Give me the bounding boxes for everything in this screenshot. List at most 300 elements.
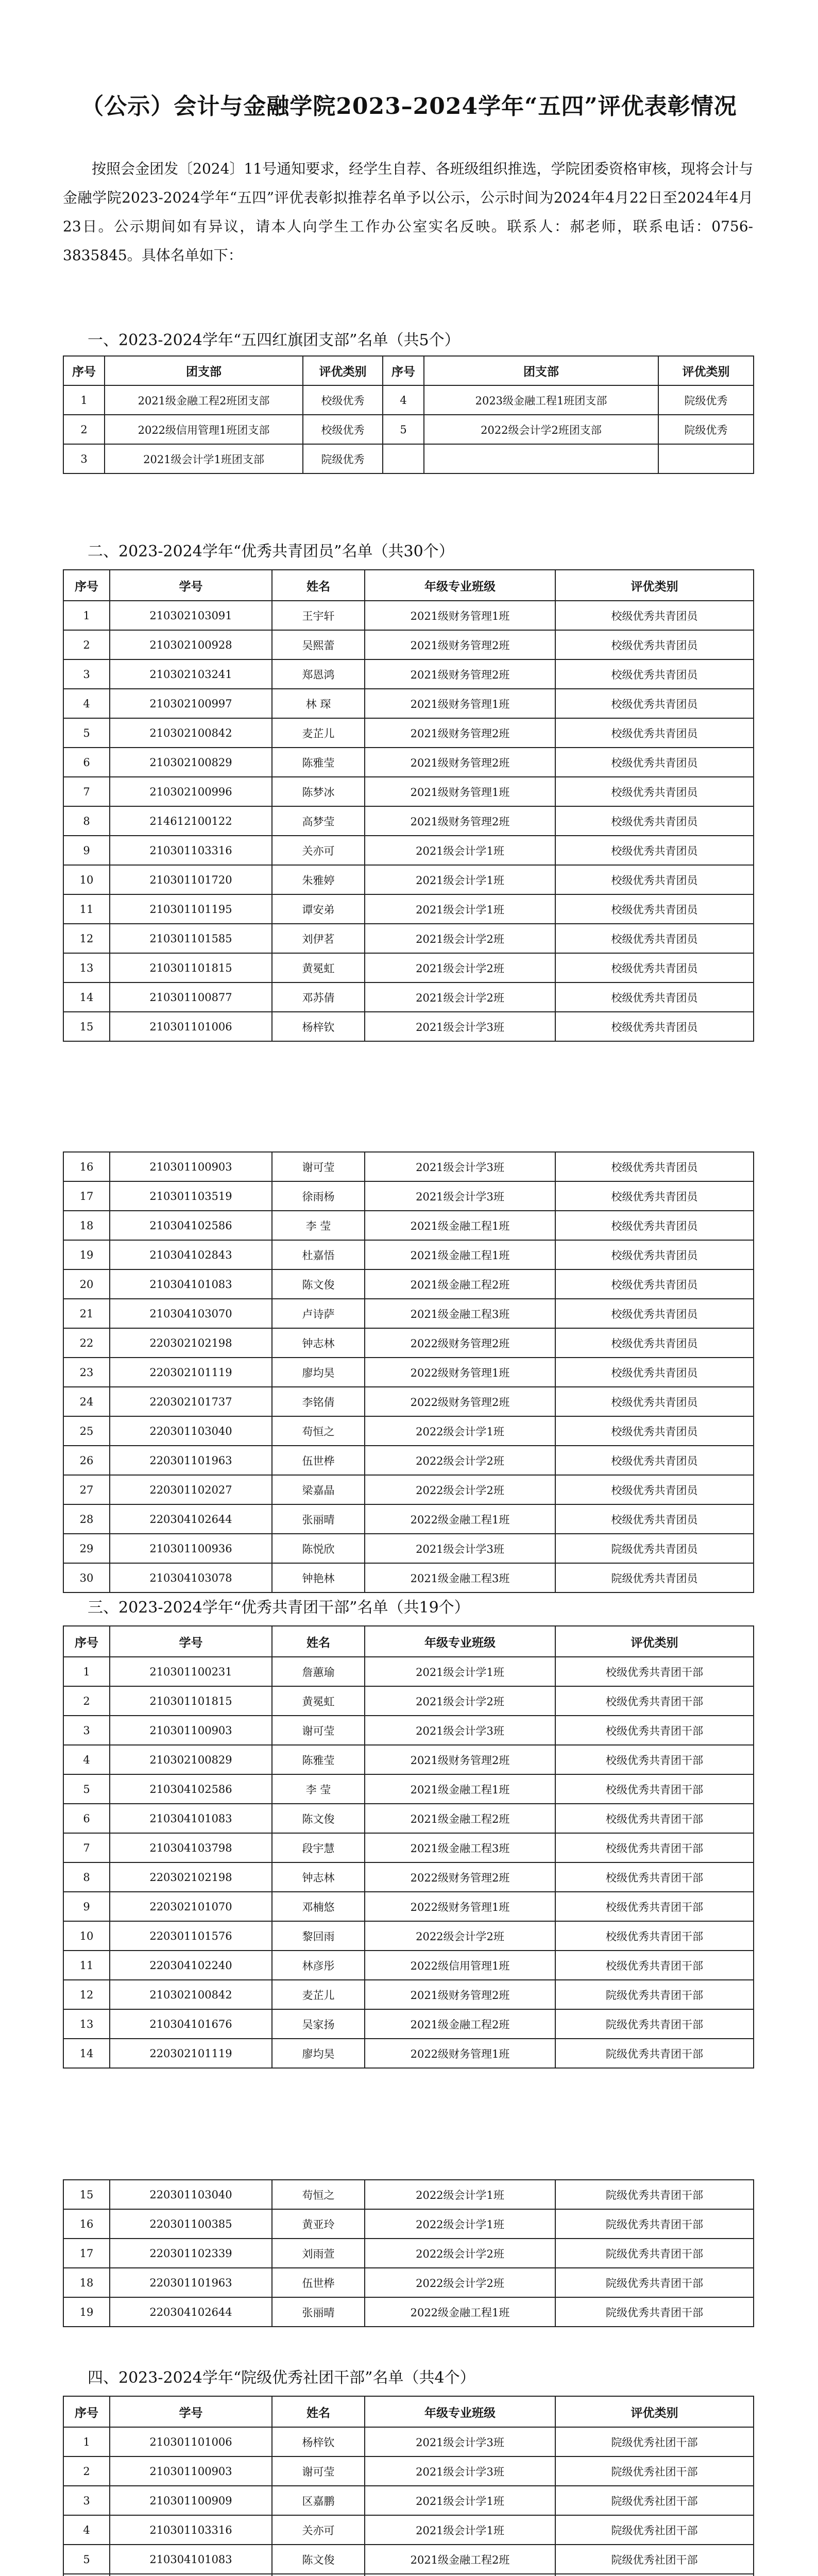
- table-cell: 伍世桦: [272, 1446, 365, 1475]
- table-cell: 11: [63, 1951, 110, 1980]
- table-cell: 2021级财务管理2班: [365, 748, 555, 777]
- table-cell: 校级优秀共青团员: [555, 1475, 754, 1504]
- column-header: 姓名: [272, 570, 365, 601]
- table-cell: 210302100842: [110, 1980, 272, 2009]
- table-cell: 2021级财务管理2班: [365, 630, 555, 659]
- table-cell: 林彦彤: [272, 1951, 365, 1980]
- branch-row: [63, 415, 754, 444]
- column-header: 团支部: [105, 356, 303, 385]
- cadre-row: [63, 1774, 754, 1804]
- member-row: [63, 1181, 754, 1211]
- table-cell: 院级优秀社团干部: [555, 2427, 754, 2456]
- table-cell: 210301101006: [110, 2427, 272, 2456]
- table-cell: 校级优秀共青团员: [555, 659, 754, 689]
- table-cell: 3: [63, 659, 110, 689]
- table-cell: 210304101083: [110, 1804, 272, 1833]
- table-cell: 校级优秀共青团员: [555, 1269, 754, 1299]
- table-cell: 2021级会计学3班: [365, 1012, 555, 1041]
- table-cell: [424, 444, 658, 473]
- table-cell: 校级优秀共青团干部: [555, 1716, 754, 1745]
- table-cell: 区嘉鹏: [272, 2486, 365, 2515]
- table-cell: 210302100842: [110, 718, 272, 748]
- table-cell: 3: [63, 2486, 110, 2515]
- table-cell: 220301102339: [110, 2239, 272, 2268]
- table-cell: 210302100928: [110, 630, 272, 659]
- table-cell: 校级优秀共青团员: [555, 1358, 754, 1387]
- table-cell: 1: [63, 601, 110, 630]
- table-cell: 谢可莹: [272, 2456, 365, 2486]
- column-header: 序号: [63, 356, 105, 385]
- cadre-row: [63, 1686, 754, 1716]
- table-cell: 陈文俊: [272, 1269, 365, 1299]
- table-cell: 4: [63, 1745, 110, 1774]
- table-cell: 16: [63, 1152, 110, 1181]
- table-cell: 2021级会计学3班: [365, 1716, 555, 1745]
- table-cell: 2021级财务管理2班: [365, 1980, 555, 2009]
- table-cell: [555, 2574, 754, 2576]
- table-cell: 卢诗萨: [272, 1299, 365, 1328]
- table-cell: 苟恒之: [272, 1416, 365, 1446]
- table-cell: 2022级会计学2班: [365, 1921, 555, 1951]
- table-cell: 10: [63, 1921, 110, 1951]
- table-cell: 210304103798: [110, 1833, 272, 1862]
- table-excellent-members-part2: [63, 1151, 754, 1593]
- table-cell: 210301100903: [110, 2456, 272, 2486]
- cadre-row: [63, 1833, 754, 1862]
- cadre-row: [63, 2039, 754, 2068]
- table-cell: 黎回雨: [272, 1921, 365, 1951]
- member-row: [63, 1269, 754, 1299]
- table-cell: 210302103091: [110, 601, 272, 630]
- table-cell: 黄亚玲: [272, 2209, 365, 2239]
- table-cell: 校级优秀共青团员: [555, 1416, 754, 1446]
- table-cell: 梁嘉晶: [272, 1475, 365, 1504]
- table-cell: 11: [63, 894, 110, 924]
- cadre-row: [63, 2180, 754, 2209]
- table-cell: 2021级金融工程2班: [365, 1804, 555, 1833]
- table-cell: 刘伊茗: [272, 924, 365, 953]
- table-cell: 210304101676: [110, 2009, 272, 2039]
- table-cell: 28: [63, 1504, 110, 1534]
- column-header: 评优类别: [555, 1626, 754, 1657]
- table-cell: 2023级金融工程1班团支部: [424, 385, 658, 415]
- table-cell: 段宇慧: [272, 1833, 365, 1862]
- table-cell: 210301101195: [110, 894, 272, 924]
- cadre-row: [63, 1892, 754, 1921]
- table-cell: 13: [63, 2009, 110, 2039]
- table-cell: 210301101720: [110, 865, 272, 894]
- cadre-row: [63, 2268, 754, 2297]
- table-cell: 校级优秀共青团干部: [555, 1951, 754, 1980]
- table-cell: 2: [63, 1686, 110, 1716]
- table-cell: 陈雅莹: [272, 1745, 365, 1774]
- table-cell: 2: [63, 2456, 110, 2486]
- table-cell: 2021级金融工程3班: [365, 1563, 555, 1592]
- table-cell: 1: [63, 385, 105, 415]
- table-cell: 廖均昊: [272, 2039, 365, 2068]
- table-cell: 2022级会计学1班: [365, 2180, 555, 2209]
- table-cell: 7: [63, 1833, 110, 1862]
- table-cell: 校级优秀共青团员: [555, 1387, 754, 1416]
- table-cell: 校级优秀共青团员: [555, 1328, 754, 1358]
- table-cell: 张丽晴: [272, 2297, 365, 2327]
- member-row: [63, 953, 754, 982]
- table-cell: 220301101963: [110, 1446, 272, 1475]
- member-row: [63, 601, 754, 630]
- table-cell: 220304102644: [110, 1504, 272, 1534]
- member-row: [63, 1563, 754, 1592]
- table-cell: 9: [63, 836, 110, 865]
- column-header: 序号: [63, 1626, 110, 1657]
- table-cell: 2021级金融工程1班: [365, 1774, 555, 1804]
- member-row: [63, 836, 754, 865]
- table-cell: 210302100829: [110, 748, 272, 777]
- cadre-row: [63, 2239, 754, 2268]
- table-cell: 2022级财务管理1班: [365, 1358, 555, 1387]
- table-cell: 220301103040: [110, 1416, 272, 1446]
- table-cell: 邓楠悠: [272, 1892, 365, 1921]
- table-cell: 2022级财务管理2班: [365, 1328, 555, 1358]
- table-cell: 校级优秀共青团干部: [555, 1804, 754, 1833]
- table-cell: 校级优秀共青团员: [555, 924, 754, 953]
- table-cell: 27: [63, 1475, 110, 1504]
- table-cell: 校级优秀共青团员: [555, 1299, 754, 1328]
- table-cell: 3: [63, 1716, 110, 1745]
- cadre-row: [63, 1745, 754, 1774]
- table-cell: 2021级金融工程3班: [365, 1299, 555, 1328]
- column-header: 姓名: [272, 1626, 365, 1657]
- table-cell: 李 莹: [272, 1774, 365, 1804]
- table-cell: 麦芷儿: [272, 718, 365, 748]
- table-cell: 2021级金融工程1班: [365, 1211, 555, 1240]
- table-cell: 220304102240: [110, 1951, 272, 1980]
- table-cell: 钟志林: [272, 1328, 365, 1358]
- table-cell: 校级优秀共青团干部: [555, 1862, 754, 1892]
- table-cell: 校级优秀共青团干部: [555, 1892, 754, 1921]
- table-cell: [658, 444, 754, 473]
- table-cell: 关亦可: [272, 836, 365, 865]
- table-cell: 19: [63, 2297, 110, 2327]
- table-cell: 院级优秀共青团员: [555, 1563, 754, 1592]
- table-cell: 220302102198: [110, 1328, 272, 1358]
- table-cell: 8: [63, 806, 110, 836]
- member-row: [63, 748, 754, 777]
- table-cell: 2022级金融工程1班: [365, 2297, 555, 2327]
- table-cell: 26: [63, 1446, 110, 1475]
- table-cell: 2021级会计学3班: [365, 1152, 555, 1181]
- table-cell: 2021级财务管理1班: [365, 689, 555, 718]
- table-cell: 5: [63, 2545, 110, 2574]
- table-cell: 黄冕虹: [272, 953, 365, 982]
- member-row: [63, 1504, 754, 1534]
- table-cell: 6: [63, 748, 110, 777]
- table-cell: 210301100936: [110, 1534, 272, 1563]
- table-cell: 220301101963: [110, 2268, 272, 2297]
- table-cell: [63, 2574, 110, 2576]
- table-cell: 2022级信用管理1班团支部: [105, 415, 303, 444]
- table-cell: 2021级财务管理2班: [365, 718, 555, 748]
- table-cell: 伍世桦: [272, 2268, 365, 2297]
- table-header-row: [63, 356, 754, 385]
- table-cell: 王宇轩: [272, 601, 365, 630]
- table-cell: 15: [63, 1012, 110, 1041]
- table-cell: [110, 2574, 272, 2576]
- table-cell: 校级优秀共青团员: [555, 806, 754, 836]
- table-cell: 17: [63, 2239, 110, 2268]
- table-cell: 14: [63, 982, 110, 1012]
- table-cell: 210301103316: [110, 836, 272, 865]
- table-cell: 4: [383, 385, 424, 415]
- table-cell: 210304102586: [110, 1211, 272, 1240]
- table-cell: 210301100903: [110, 1716, 272, 1745]
- table-cell: 谭安弟: [272, 894, 365, 924]
- table-cell: 210301101006: [110, 1012, 272, 1041]
- table-cell: 210301101585: [110, 924, 272, 953]
- table-cell: 院级优秀共青团干部: [555, 2268, 754, 2297]
- table-cell: 210301103316: [110, 2515, 272, 2545]
- column-header: 年级专业班级: [365, 570, 555, 601]
- table-cell: 2022级会计学2班团支部: [424, 415, 658, 444]
- table-cell: 2021级会计学3班: [365, 1181, 555, 1211]
- table-cell: 5: [63, 1774, 110, 1804]
- table-cell: 2021级金融工程2班: [365, 1269, 555, 1299]
- table-cell: 黄冕虹: [272, 1686, 365, 1716]
- table-cell: 校级优秀共青团干部: [555, 1686, 754, 1716]
- table-cell: 校级优秀共青团员: [555, 777, 754, 806]
- table-cell: 院级优秀社团干部: [555, 2456, 754, 2486]
- table-cell: 2022级会计学2班: [365, 1475, 555, 1504]
- member-row: [63, 982, 754, 1012]
- column-header: 评优类别: [303, 356, 383, 385]
- column-header: 学号: [110, 570, 272, 601]
- table-cell: 院级优秀共青团干部: [555, 2180, 754, 2209]
- branch-row: [63, 444, 754, 473]
- table-cell: 校级优秀共青团干部: [555, 1921, 754, 1951]
- table-cell: 210304101083: [110, 1269, 272, 1299]
- column-header: 评优类别: [555, 570, 754, 601]
- table-cell: [365, 2574, 555, 2576]
- table-cell: 院级优秀共青团干部: [555, 1980, 754, 2009]
- section-1-title: 一、2023-2024学年“五四红旗团支部”名单（共5个）: [88, 331, 460, 349]
- table-cell: 2022级财务管理2班: [365, 1387, 555, 1416]
- member-row: [63, 689, 754, 718]
- table-cell: 杜嘉悟: [272, 1240, 365, 1269]
- table-cell: 210304101083: [110, 2545, 272, 2574]
- section-3-title: 三、2023-2024学年“优秀共青团干部”名单（共19个）: [88, 1599, 470, 1617]
- table-cell: 210304103070: [110, 1299, 272, 1328]
- table-cell: 19: [63, 1240, 110, 1269]
- table-cell: 20: [63, 1269, 110, 1299]
- club-cadre-row: [63, 2456, 754, 2486]
- table-cell: 高梦莹: [272, 806, 365, 836]
- member-row: [63, 718, 754, 748]
- member-row: [63, 777, 754, 806]
- cadre-row: [63, 1862, 754, 1892]
- cadre-row: [63, 1657, 754, 1686]
- table-cell: 2021级会计学1班: [365, 865, 555, 894]
- table-cell: 2021级会计学1班: [365, 2486, 555, 2515]
- table-cell: 关亦可: [272, 2515, 365, 2545]
- table-cell: 210302100829: [110, 1745, 272, 1774]
- table-cell: 1: [63, 1657, 110, 1686]
- table-cell: 杨梓钦: [272, 2427, 365, 2456]
- cadre-row: [63, 1951, 754, 1980]
- table-cell: 2: [63, 415, 105, 444]
- table-cell: 校级优秀共青团员: [555, 894, 754, 924]
- table-cell: 院级优秀: [658, 415, 754, 444]
- table-cell: 210301101815: [110, 1686, 272, 1716]
- cadre-row: [63, 2209, 754, 2239]
- member-row: [63, 806, 754, 836]
- table-cell: 210302103241: [110, 659, 272, 689]
- table-excellent-cadres-part2: [63, 2179, 754, 2327]
- table-cell: 24: [63, 1387, 110, 1416]
- table-cell: 210302100997: [110, 689, 272, 718]
- table-cell: 29: [63, 1534, 110, 1563]
- cadre-row: [63, 1804, 754, 1833]
- member-row: [63, 1152, 754, 1181]
- table-cell: 2021级财务管理2班: [365, 1745, 555, 1774]
- table-cell: 220302101737: [110, 1387, 272, 1416]
- table-cell: 院级优秀社团干部: [555, 2545, 754, 2574]
- table-cell: 210301101815: [110, 953, 272, 982]
- table-cell: 18: [63, 2268, 110, 2297]
- table-cell: 220304102644: [110, 2297, 272, 2327]
- table-cell: 18: [63, 1211, 110, 1240]
- member-row: [63, 894, 754, 924]
- table-cell: 15: [63, 2180, 110, 2209]
- document-title: （公示）会计与金融学院2023–2024学年“五四”评优表彰情况: [81, 93, 737, 120]
- table-cell: 邓苏倩: [272, 982, 365, 1012]
- table-cell: 麦芷儿: [272, 1980, 365, 2009]
- table-cell: 10: [63, 865, 110, 894]
- table-cell: 校级优秀共青团员: [555, 718, 754, 748]
- member-row: [63, 630, 754, 659]
- table-cell: 2022级财务管理2班: [365, 1862, 555, 1892]
- table-cell: 2022级财务管理1班: [365, 1892, 555, 1921]
- member-row: [63, 1299, 754, 1328]
- table-cell: 杨梓钦: [272, 1012, 365, 1041]
- table-cell: 陈悦欣: [272, 1534, 365, 1563]
- table-cell: 吴熙蕾: [272, 630, 365, 659]
- table-cell: 院级优秀社团干部: [555, 2486, 754, 2515]
- table-cell: 2021级金融工程2班: [365, 2545, 555, 2574]
- table-cell: 校级优秀共青团员: [555, 689, 754, 718]
- table-header-row: [63, 570, 754, 601]
- table-cell: 2021级金融工程1班: [365, 1240, 555, 1269]
- branch-row: [63, 385, 754, 415]
- table-cell: 220302101119: [110, 2039, 272, 2068]
- table-cell: 16: [63, 2209, 110, 2239]
- table-cell: 谢可莹: [272, 1716, 365, 1745]
- table-cell: 2021级会计学1班: [365, 1657, 555, 1686]
- member-row: [63, 1012, 754, 1041]
- table-cell: 220301100385: [110, 2209, 272, 2239]
- table-cell: 2022级会计学1班: [365, 2209, 555, 2239]
- club-cadre-row: [63, 2574, 754, 2576]
- table-cell: 校级优秀: [303, 385, 383, 415]
- table-cell: [383, 444, 424, 473]
- table-cell: 院级优秀共青团干部: [555, 2039, 754, 2068]
- table-cell: 2022级会计学2班: [365, 2268, 555, 2297]
- club-cadre-row: [63, 2545, 754, 2574]
- table-cell: 院级优秀共青团干部: [555, 2297, 754, 2327]
- table-cell: 校级优秀共青团干部: [555, 1833, 754, 1862]
- table-cell: 校级优秀共青团员: [555, 836, 754, 865]
- club-cadre-row: [63, 2515, 754, 2545]
- member-row: [63, 1240, 754, 1269]
- table-cell: 院级优秀共青团干部: [555, 2009, 754, 2039]
- table-cell: 2021级金融工程2班团支部: [105, 385, 303, 415]
- table-cell: 220301101576: [110, 1921, 272, 1951]
- table-cell: 院级优秀社团干部: [555, 2515, 754, 2545]
- table-excellent-members-part1: [63, 569, 754, 1042]
- table-header-row: [63, 1626, 754, 1657]
- table-cell: 陈梦冰: [272, 777, 365, 806]
- table-cell: 1: [63, 2427, 110, 2456]
- table-cell: 校级优秀共青团员: [555, 630, 754, 659]
- column-header: 评优类别: [658, 356, 754, 385]
- table-red-flag-branch: [63, 355, 754, 474]
- member-row: [63, 659, 754, 689]
- table-cell: 23: [63, 1358, 110, 1387]
- table-cell: 校级优秀共青团员: [555, 1181, 754, 1211]
- table-cell: 220301102027: [110, 1475, 272, 1504]
- table-cell: 12: [63, 924, 110, 953]
- table-cell: 校级优秀共青团员: [555, 953, 754, 982]
- table-cell: 3: [63, 444, 105, 473]
- table-cell: 校级优秀共青团员: [555, 1152, 754, 1181]
- table-cell: 陈文俊: [272, 2545, 365, 2574]
- table-excellent-cadres-part1: [63, 1625, 754, 2069]
- column-header: 团支部: [424, 356, 658, 385]
- table-cell: 2022级会计学1班: [365, 1416, 555, 1446]
- table-cell: 李铭倩: [272, 1387, 365, 1416]
- table-cell: 2021级财务管理1班: [365, 601, 555, 630]
- table-cell: 2021级财务管理1班: [365, 777, 555, 806]
- table-cell: 院级优秀共青团干部: [555, 2209, 754, 2239]
- table-cell: 校级优秀共青团员: [555, 1211, 754, 1240]
- table-cell: 苟恒之: [272, 2180, 365, 2209]
- table-cell: 2021级会计学2班: [365, 982, 555, 1012]
- table-cell: 220301103040: [110, 2180, 272, 2209]
- table-cell: 210301100877: [110, 982, 272, 1012]
- table-cell: 2021级金融工程2班: [365, 2009, 555, 2039]
- cadre-row: [63, 1980, 754, 2009]
- table-cell: 钟艳林: [272, 1563, 365, 1592]
- table-cell: 4: [63, 2515, 110, 2545]
- table-cell: 14: [63, 2039, 110, 2068]
- table-cell: 210304102843: [110, 1240, 272, 1269]
- table-cell: 12: [63, 1980, 110, 2009]
- table-cell: 2021级会计学3班: [365, 2456, 555, 2486]
- table-cell: 210304102586: [110, 1774, 272, 1804]
- table-cell: 廖均昊: [272, 1358, 365, 1387]
- section-2-title: 二、2023-2024学年“优秀共青团员”名单（共30个）: [88, 543, 454, 561]
- table-cell: 8: [63, 1862, 110, 1892]
- table-cell: 17: [63, 1181, 110, 1211]
- table-cell: 钟志林: [272, 1862, 365, 1892]
- member-row: [63, 1358, 754, 1387]
- table-header-row: [63, 2396, 754, 2427]
- column-header: 序号: [63, 570, 110, 601]
- cadre-row: [63, 2009, 754, 2039]
- table-cell: 30: [63, 1563, 110, 1592]
- table-cell: 2022级会计学2班: [365, 2239, 555, 2268]
- table-cell: 2022级金融工程1班: [365, 1504, 555, 1534]
- column-header: 序号: [63, 2396, 110, 2427]
- member-row: [63, 1387, 754, 1416]
